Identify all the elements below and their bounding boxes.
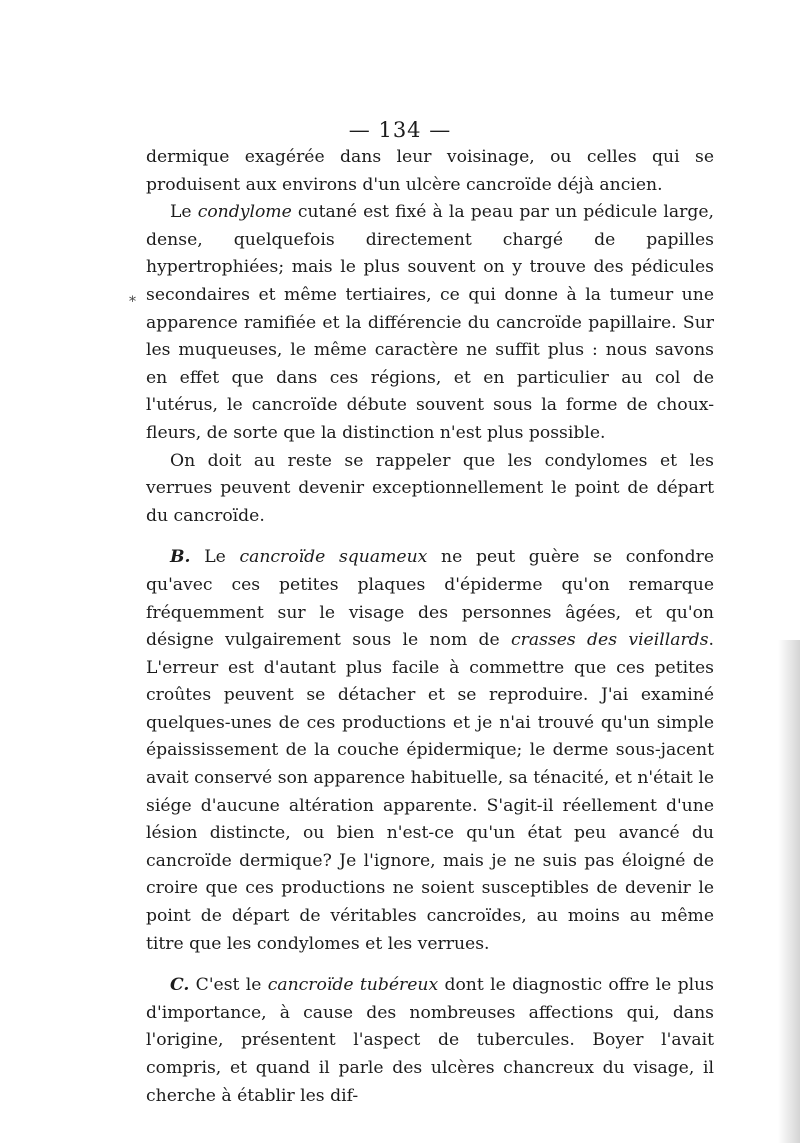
paragraph-rest: cutané est fixé à la peau par un pédicule large, dense, quelquefois directement chargé de papilles hypertrophiées; mais le plus souvent on y trouve des pédicules secondaires et même tertiaires, ce qui donne à la tumeur une apparence ramifiée et la différencie du cancroïde papillaire. Sur les muqueuses, le même caractère ne suffit plus : nous savons en effet que dans ces régions, et en particulier au col de l'utérus, le cancroïde débute souvent sous la forme de choux-fleurs, de sorte que la distinction n'est plus possible. [146, 202, 714, 443]
paragraph-lead: Le [190, 547, 240, 568]
section-marker-c: C. [170, 975, 190, 996]
paragraph-tubereux [146, 972, 714, 1110]
paragraph-lead: C'est le [189, 975, 268, 996]
term-condylome: condylome [197, 202, 292, 223]
section-marker-b: B. [170, 547, 191, 568]
paragraph-mid: ne peut guère se confondre qu'avec ces petites plaques d'épiderme qu'on remarque fréquemment sur le visage des personnes âgées, et qu'on désigne vulgairement sous le nom de [146, 547, 715, 651]
paragraph-verrues: On doit au reste se rappeler que les condylomes et les verrues peuvent devenir exceptionnellement le point de départ du cancroïde. [146, 450, 714, 526]
term-cancroide-tubereux: cancroïde tubéreux [267, 975, 439, 996]
body-text [146, 144, 714, 1110]
paragraph-rest: dont le diagnostic offre le plus d'importance, à cause des nombreuses affections qui, dans l'origine, présentent l'aspect de tubercules. Boyer l'avait compris, et quand il parle des ulcères chancreux du visage, il cherche à établir les dif- [146, 975, 714, 1106]
paragraph-rest: . L'erreur est d'autant plus facile à commettre que ces petites croûtes peuvent se détacher et se reproduire. J'ai examiné quelques-unes de ces productions et je n'ai trouvé qu'un simple épaississement de la couche épidermique; le derme sous-jacent avait conservé son apparence habituelle, sa ténacité, et n'était le siége d'aucune altération apparente. S'agit-il réellement d'une lésion distincte, ou bien n'est-ce qu'un état peu avancé du cancroïde dermique? Je l'ignore, mais je ne suis pas éloigné de croire que ces productions ne soient susceptibles de devenir le point de départ de véritables cancroïdes, au moins au même titre que les condylomes et les verrues. [146, 630, 714, 954]
term-cancroide-squameux: cancroïde squameux [239, 547, 428, 568]
page-number: — 134 — [348, 118, 452, 142]
paragraph-condylome [146, 199, 714, 447]
term-crasses-des-vieillards: crasses des vieillards [511, 630, 709, 651]
margin-asterisk: * [129, 294, 136, 310]
paragraph-continuation: dermique exagérée dans leur voisinage, ou celles qui se produisent aux environs d'un ulcère cancroïde déjà ancien. [146, 147, 714, 195]
page-edge-shadow [778, 640, 800, 1143]
paragraph-lead: Le [170, 202, 198, 223]
paragraph-squameux [146, 544, 714, 958]
